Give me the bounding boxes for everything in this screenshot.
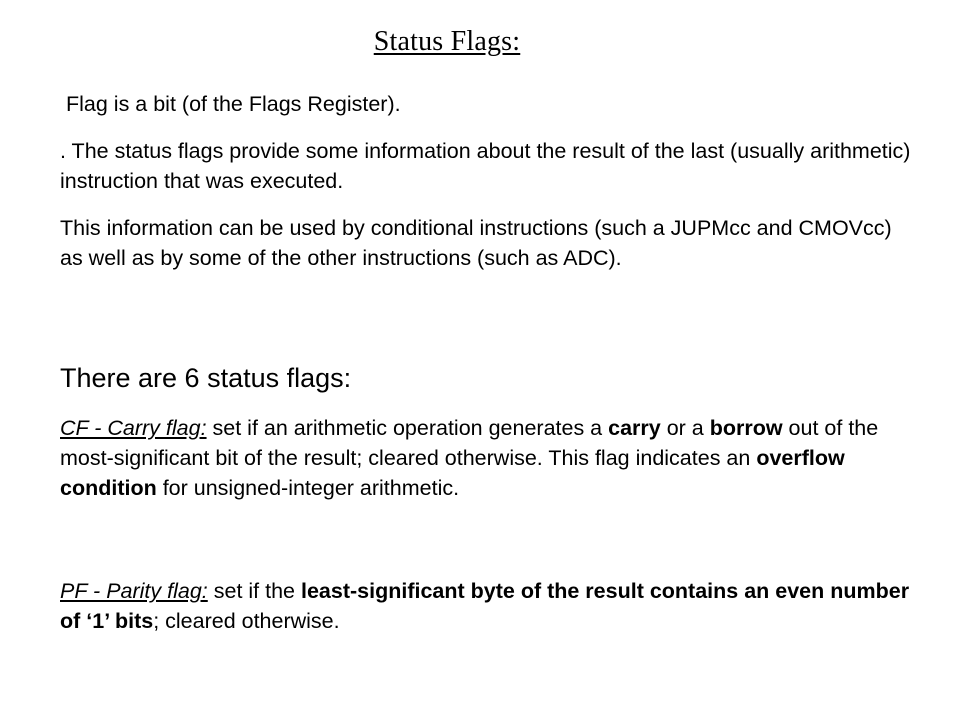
carry-flag-text-1: set if an arithmetic operation generates a: [206, 416, 609, 440]
carry-flag-bold-overflow: overflow condition: [60, 446, 845, 500]
carry-flag-text-2: or a: [660, 416, 710, 440]
carry-flag-bold-carry: carry: [608, 416, 661, 440]
parity-flag-description: [60, 576, 930, 636]
slide-title: Status Flags:: [373, 26, 521, 57]
parity-flag-name: PF - Parity flag:: [60, 579, 208, 603]
parity-flag-text-1: set if the: [207, 579, 301, 603]
parity-flag-text-2: ; cleared otherwise.: [153, 609, 340, 633]
status-flags-heading: There are 6 status flags:: [60, 363, 352, 393]
carry-flag-description: [60, 413, 930, 503]
carry-flag-text-3: out of the most-significant bit of the result; cleared otherwise. This flag indicates an: [60, 416, 879, 470]
carry-flag-text-4: for unsigned-integer arithmetic.: [156, 476, 460, 500]
intro-conditional-usage: This information can be used by conditional instructions (such a JUPMcc and CMOVcc) as well as by some of the other instructions (such as ADC).: [60, 216, 892, 270]
intro-status-flags-description: . The status flags provide some information about the result of the last (usually arithmetic) instruction that was executed.: [60, 139, 911, 193]
carry-flag-bold-borrow: borrow: [709, 416, 783, 440]
intro-flag-definition: Flag is a bit (of the Flags Register).: [66, 92, 401, 116]
parity-flag-bold-condition: least-significant byte of the result contains an even number of ‘1’ bits: [60, 579, 910, 633]
carry-flag-name: CF - Carry flag:: [60, 416, 207, 440]
